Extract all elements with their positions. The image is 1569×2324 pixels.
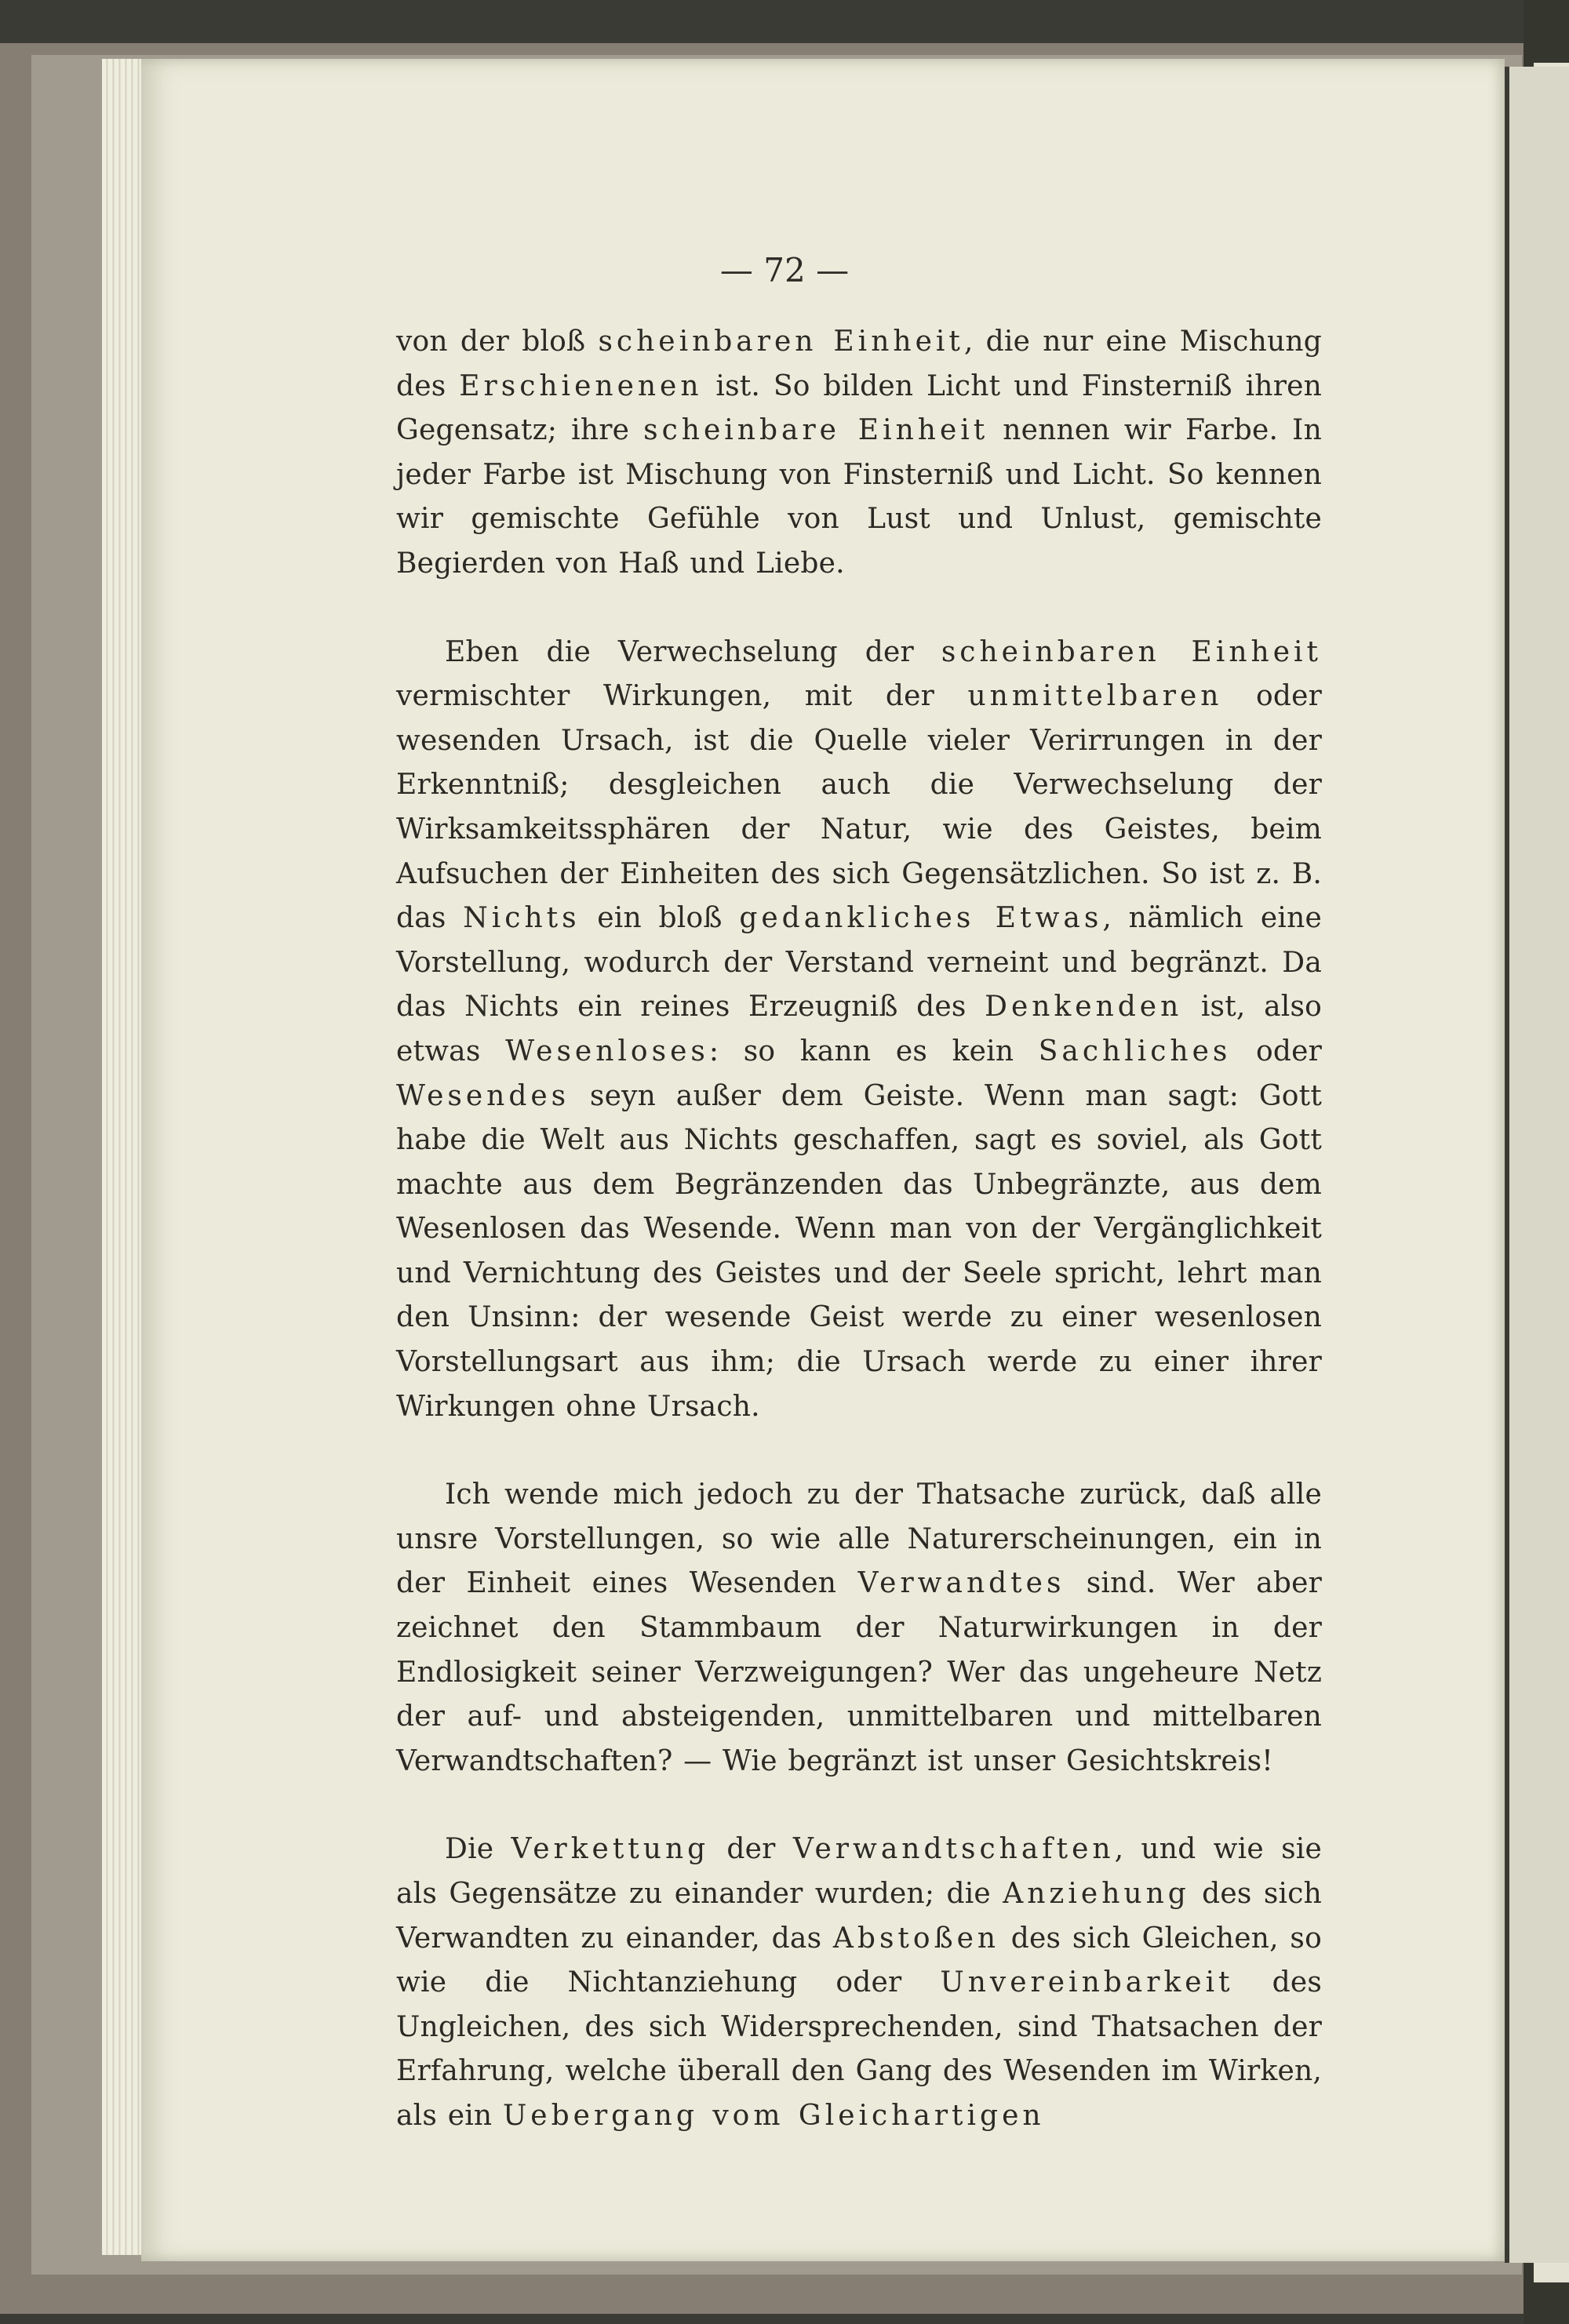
text-run: des sich Verwandten zu einander, das <box>396 1878 1322 1955</box>
spaced-emphasis-text: Wesendes <box>396 1079 570 1112</box>
spaced-emphasis-text: Verwandtschaften <box>792 1833 1115 1866</box>
text-run: vermischter Wirkungen, mit der <box>396 680 968 713</box>
spaced-emphasis-text: Erschienenen <box>459 369 703 402</box>
spaced-emphasis-text: scheinbaren Einheit <box>598 326 964 358</box>
text-run: nennen wir Farbe. In jeder Farbe ist Mischung von Finsterniß und Licht. So kennen wir gemischte Gefühle von Lust und Unlust, gemischte Begierden von Haß und Liebe. <box>396 414 1322 580</box>
body-text <box>396 320 1322 2139</box>
page-number: — 72 — <box>719 251 850 289</box>
text-run: des sich Gleichen, so wie die Nichtanziehung oder <box>396 1922 1322 1999</box>
text-run: , die nur eine Mischung des <box>396 326 1322 402</box>
spaced-emphasis-text: Abstoßen <box>832 1922 1000 1955</box>
text-run: sind. Wer aber zeichnet den Stammbaum der Naturwirkungen in der Endlosigkeit seiner Verzweigungen? Wer das ungeheure Netz der auf- und absteigenden, unmittelbaren und mittelbaren Verwandtschaften? — Wie begränzt ist unser Gesichtskreis! <box>396 1567 1322 1777</box>
paragraph-3 <box>396 1473 1322 1784</box>
spaced-emphasis-text: Wesenloses <box>505 1035 709 1067</box>
spaced-emphasis-text: Uebergang vom Gleichartigen <box>502 2099 1045 2132</box>
spaced-emphasis-text: scheinbaren Einheit <box>941 635 1322 668</box>
text-run: von der bloß <box>396 326 599 358</box>
text-run: des Ungleichen, des sich Widersprechenden, sind Thatsachen der Erfahrung, welche überall den Gang des Wesenden im Wirken, als ein <box>396 1966 1322 2132</box>
text-run: , und wie sie als Gegensätze zu einander wurden; die <box>396 1833 1323 1910</box>
paragraph-2 <box>396 631 1322 1430</box>
spaced-emphasis-text: Verkettung <box>511 1833 710 1866</box>
text-run: Ich wende mich jedoch zu der Thatsache zurück, daß alle unsre Vorstellungen, so wie alle Naturerscheinungen, ein in der Einheit eines Wesenden <box>396 1478 1322 1600</box>
text-run: oder wesenden Ursach, ist die Quelle vieler Verirrungen in der Erkenntniß; desgleichen auch die Verwechselung der Wirksamkeitssphären der Natur, wie des Geistes, beim Aufsuchen der Einheiten des sich Gegensätzlichen. So ist z. B. das <box>396 680 1322 935</box>
spaced-emphasis-text: Denkenden <box>985 991 1183 1024</box>
text-run: ein bloß <box>580 902 740 935</box>
spaced-emphasis-text: Verwandtes <box>857 1567 1065 1600</box>
text-run: , nämlich eine Vorstellung, wodurch der Verstand verneint und begränzt. Da das Nichts ein reines Erzeugniß des <box>396 902 1322 1024</box>
text-run: Die <box>445 1833 511 1866</box>
text-run: ist. So bilden Licht und Finsterniß ihren Gegensatz; ihre <box>396 369 1322 447</box>
text-run: Eben die Verwechselung der <box>445 635 941 668</box>
spaced-emphasis-text: scheinbare Einheit <box>643 414 989 447</box>
spaced-emphasis-text: gedankliches Etwas <box>739 902 1103 935</box>
spaced-emphasis-text: Unvereinbarkeit <box>940 1966 1234 1999</box>
text-run: seyn außer dem Geiste. Wenn man sagt: Gott habe die Welt aus Nichts geschaffen, sagt es soviel, als Gott machte aus dem Begränzenden das Unbegränzte, aus dem Wesenlosen das Wesende. Wenn man von der Vergänglichkeit und Vernichtung des Geistes und der Seele spricht, lehrt man den Unsinn: der wesende Geist werde zu einer wesenlosen Vorstellungsart aus ihm; die Ursach werde zu einer ihrer Wirkungen ohne Ursach. <box>396 1079 1322 1423</box>
text-run: der <box>709 1833 793 1866</box>
spaced-emphasis-text: unmittelbaren <box>967 680 1223 713</box>
paragraph-4 <box>396 1828 1322 2138</box>
paragraph-1 <box>396 320 1322 587</box>
text-run: oder <box>1231 1035 1322 1067</box>
spaced-emphasis-text: Anziehung <box>1003 1878 1190 1910</box>
spaced-emphasis-text: Nichts <box>463 902 581 935</box>
spaced-emphasis-text: Sachliches <box>1038 1035 1232 1067</box>
text-run: : so kann es kein <box>708 1035 1039 1067</box>
facing-page <box>1505 67 1569 2263</box>
text-run: ist, also etwas <box>396 991 1322 1067</box>
